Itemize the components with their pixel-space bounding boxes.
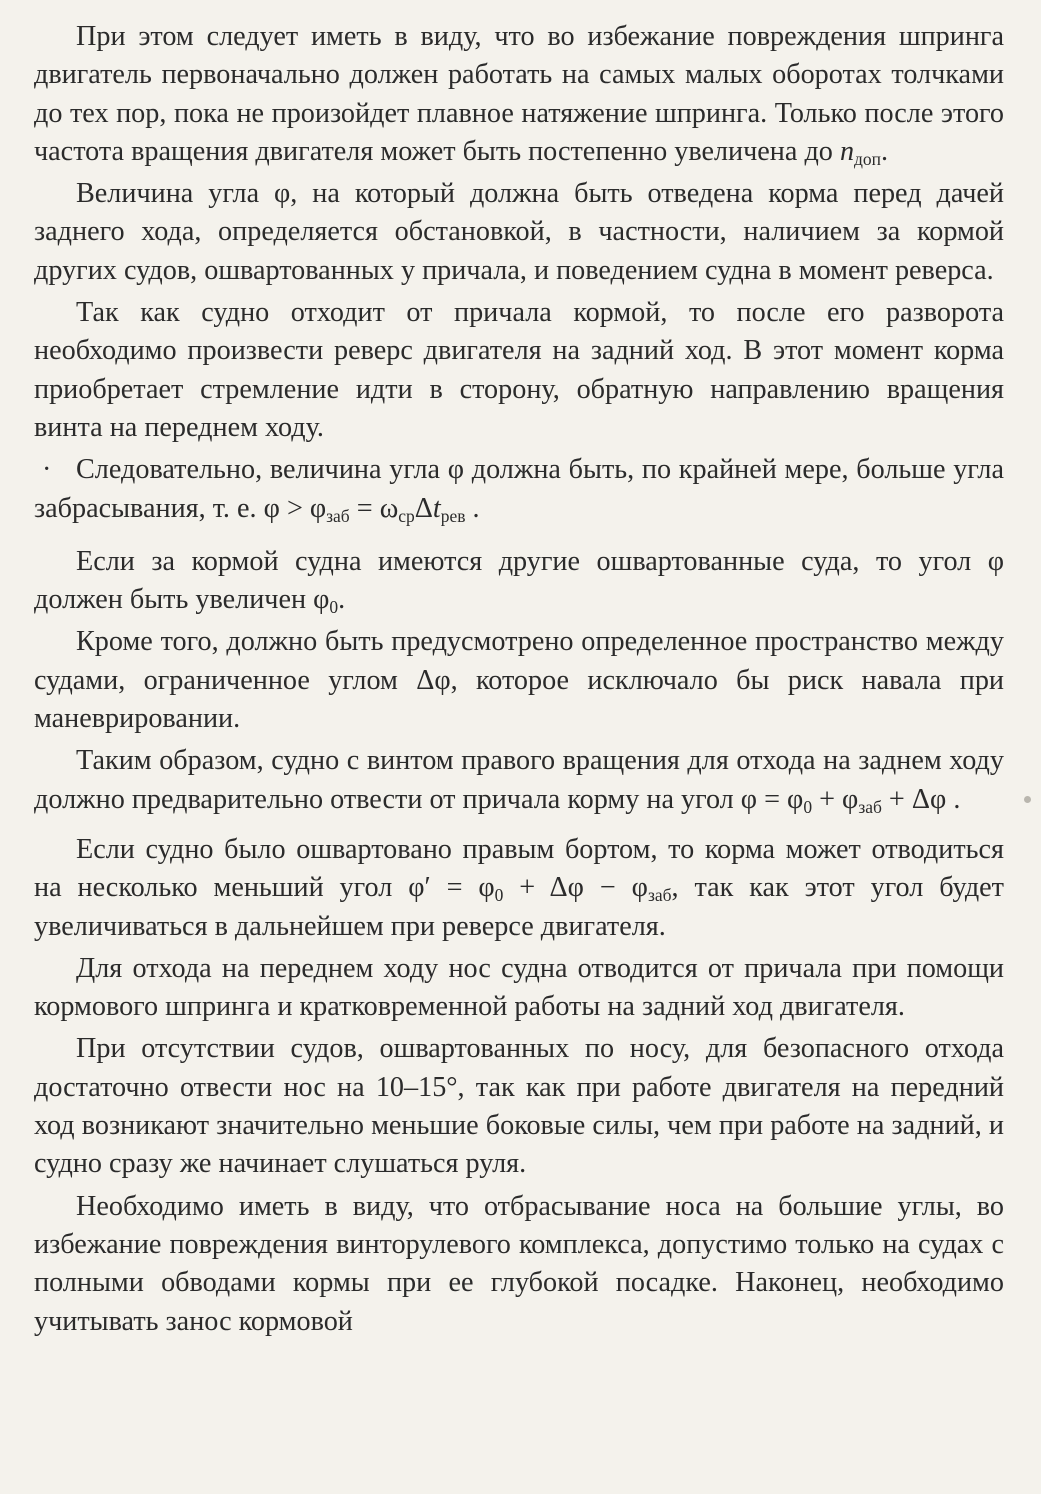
formula-7-part-c: + Δφ [881, 783, 947, 815]
paragraph-4-text: Следовательно, величина угла φ должна быть, по крайней мере, больше угла забрасывания, т. е. [34, 454, 1004, 524]
paragraph-6: Кроме того, должно быть предусмотрено определенное пространство между судами, ограниченное углом Δφ, которое исключало бы риск навала при маневрировании. [34, 626, 1004, 735]
scan-speck [1024, 796, 1031, 803]
phi-zero-subscript: 0 [329, 597, 339, 618]
formula-reduced-angle [408, 872, 672, 906]
n-var: n [839, 135, 855, 167]
margin-dot: · [42, 454, 52, 486]
paragraph-3: Так как судно отходит от причала кормой, то после его разворота необходимо произвести реверс двигателя на задний ход. В этот момент корма приобретает стремление идти в сторону, обратную направлению вращения винта на переднем ходу. [34, 297, 1004, 443]
paragraph-5-end: . [338, 584, 346, 616]
paragraph-11: Необходимо иметь в виду, что отбрасывание носа на большие углы, во избежание повреждения винторулевого комплекса, допустимо только на судах с полными обводами кормы при ее глубокой посадке. Наконец, необходимо учитывать занос кормовой [34, 1190, 1004, 1337]
formula-total-angle [741, 784, 961, 815]
paragraph-1 [34, 18, 1004, 171]
formula-7-end: . [946, 783, 961, 815]
formula-throw-angle [264, 493, 480, 524]
formula-4-sub-b: ср [398, 505, 415, 526]
formula-4-sub-a: заб [326, 505, 350, 526]
paragraph-10: При отсутствии судов, ошвартованных по носу, для безопасного отхода достаточно отвести нос на 10–15°, так как при работе двигателя на передний ход возникают значительно меньшие боковые силы, чем при работе на задний, и судно сразу же начинает слушаться руля. [34, 1033, 1004, 1180]
formula-7-sub-a: 0 [803, 796, 813, 817]
paragraph-4 [34, 451, 1004, 528]
formula-8-part-a: φ′ = φ [408, 872, 495, 904]
formula-8-sub-a: 0 [494, 885, 504, 906]
formula-4-end: . [465, 492, 480, 524]
paragraph-1-text: При этом следует иметь в виду, что во избежание повреждения шпринга двигатель первоначально должен работать на самых малых оборотах толчками до тех пор, пока не произойдет плавное натяжение шпринга. Только после этого частота вращения двигателя может быть постепенно увеличена до [34, 21, 1004, 167]
paragraph-8 [34, 831, 1004, 946]
formula-4-delta: Δ [414, 492, 433, 524]
n-dop-subscript: доп [854, 148, 882, 169]
paragraph-7-text: Таким образом, судно с винтом правого вращения для отхода на заднем ходу должно предварительно отвести от причала корму на угол [34, 745, 1004, 815]
paragraph-9: Для отхода на переднем ходу нос судна отводится от причала при помощи кормового шпринга и кратковременной работы на задний ход двигателя. [34, 952, 1004, 1023]
paragraph-5-text: Если за кормой судна имеются другие ошвартованные суда, то угол φ должен быть увеличен φ [34, 545, 1004, 616]
paragraph-2: Величина угла φ, на который должна быть отведена корма перед дачей заднего хода, определяется обстановкой, в частности, наличием за кормой других судов, ошвартованных у причала, и поведением судна в момент реверса. [34, 178, 1004, 286]
formula-8-sub-b: заб [647, 885, 672, 906]
formula-4-t-var: t [432, 492, 441, 524]
paragraph-8-start: Если судно было ошвартовано правым бортом, то корма может отводиться на несколько меньший угол [34, 833, 1004, 904]
page-text [34, 18, 1004, 1345]
formula-7-part-b: + φ [812, 783, 859, 815]
formula-8-part-b: + Δφ − φ [503, 872, 648, 904]
paragraph-8-end: , так как этот угол будет увеличиваться в дальнейшем при реверсе двигателя. [34, 872, 1005, 942]
formula-7-sub-b: заб [858, 796, 882, 817]
paragraph-7 [34, 742, 1004, 819]
paragraph-5 [34, 543, 1004, 620]
paragraph-1-end: . [881, 135, 889, 167]
formula-4-part-a: φ > φ [263, 492, 327, 524]
n-dop-symbol [840, 136, 881, 167]
formula-4-sub-c: рев [440, 505, 466, 526]
formula-4-part-b: = ω [349, 492, 399, 524]
formula-7-part-a: φ = φ [740, 783, 804, 815]
